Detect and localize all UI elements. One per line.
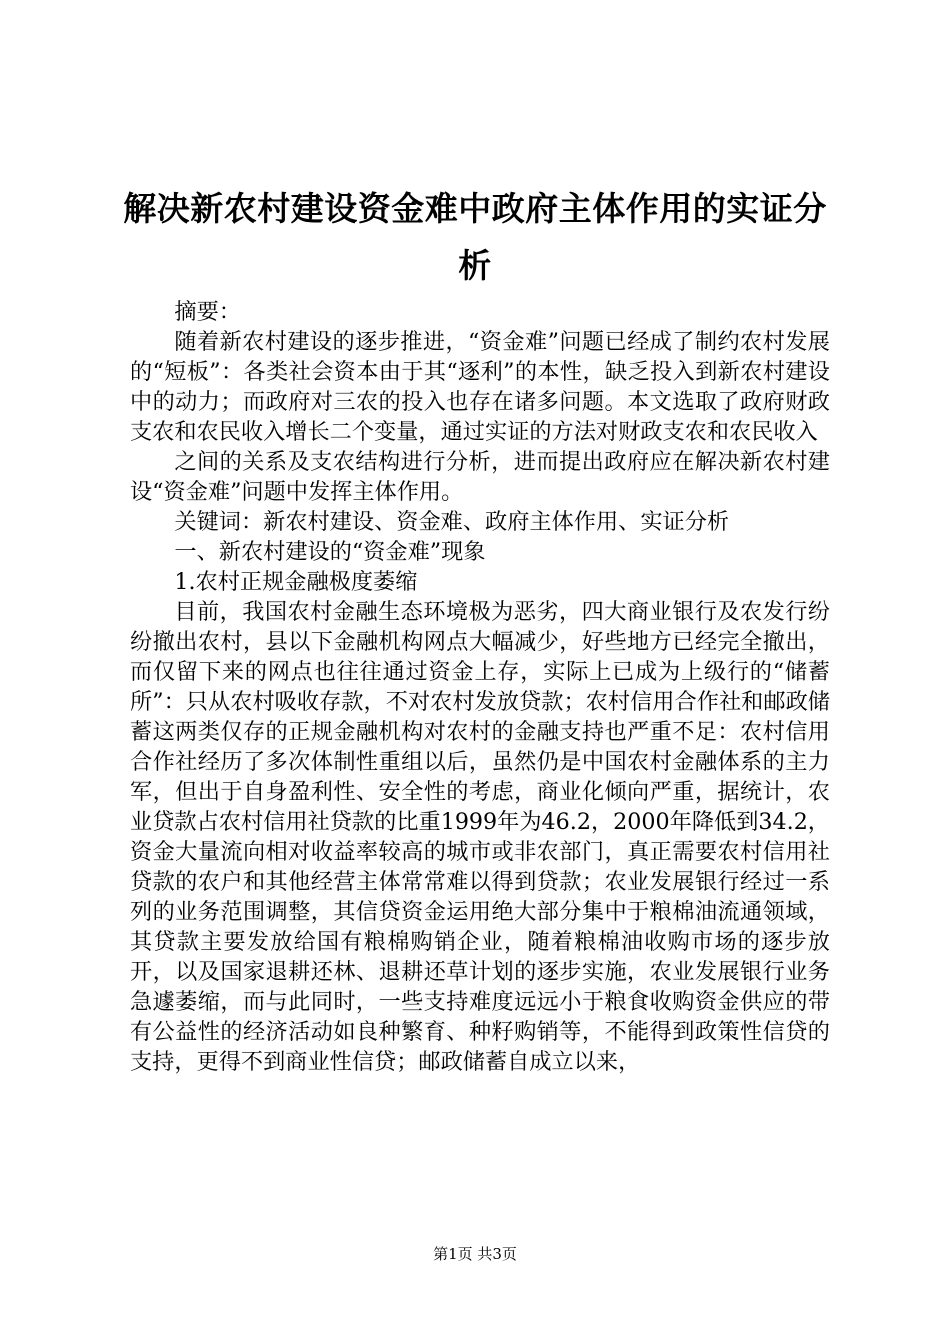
keywords-line: 关键词：新农村建设、资金难、政府主体作用、实证分析: [174, 509, 730, 535]
abstract-paragraph-continued: 之间的关系及支农结构进行分析，进而提出政府应在解决新农村建设“资金难”问题中发挥主体作用。: [130, 449, 830, 505]
subsection-heading: 1.农村正规金融极度萎缩: [174, 569, 418, 595]
body-paragraph: 目前，我国农村金融生态环境极为恶劣，四大商业银行及农发行纷纷撤出农村，县以下金融机构网点大幅减少，好些地方已经完全撤出，而仅留下来的网点也往往通过资金上存，实际上已成为上级行的“储蓄所”：只从农村吸收存款，不对农村发放贷款；农村信用合作社和邮政储蓄这两类仅存的正规金融机构对农村的金融支持也严重不足：农村信用合作社经历了多次体制性重组以后，虽然仍是中国农村金融体系的主力军，但出于自身盈利性、安全性的考虑，商业化倾向严重，据统计，农业贷款占农村信用社贷款的比重1999年为46.2，2000年降低到34.2，资金大量流向相对收益率较高的城市或非农部门，真正需要农村信用社贷款的农户和其他经营主体常常难以得到贷款；农业发展银行经过一系列的业务范围调整，其信贷资金运用绝大部分集中于粮棉油流通领域，其贷款主要发放给国有粮棉购销企业，随着粮棉油收购市场的逐步放开，以及国家退耕还林、退耕还草计划的逐步实施，农业发展银行业务急遽萎缩，而与此同时，一些支持难度远远小于粮食收购资金供应的带有公益性的经济活动如良种繁育、种籽购销等，不能得到政策性信贷的支持，更得不到商业性信贷；邮政储蓄自成立以来，: [130, 599, 830, 1075]
abstract-heading: 摘要：: [174, 299, 241, 325]
page-number: 第1页 共3页: [433, 1245, 517, 1263]
section-heading: 一、新农村建设的“资金难”现象: [174, 539, 486, 565]
abstract-paragraph: 随着新农村建设的逐步推进，“资金难”问题已经成了制约农村发展的“短板”：各类社会资本由于其“逐利”的本性，缺乏投入到新农村建设中的动力；而政府对三农的投入也存在诸多问题。本文选取了政府财政支农和农民收入增长二个变量，通过实证的方法对财政支农和农民收入: [130, 329, 830, 445]
document-title: 解决新农村建设资金难中政府主体作用的实证分析: [123, 189, 827, 285]
document-body: [130, 297, 830, 1077]
